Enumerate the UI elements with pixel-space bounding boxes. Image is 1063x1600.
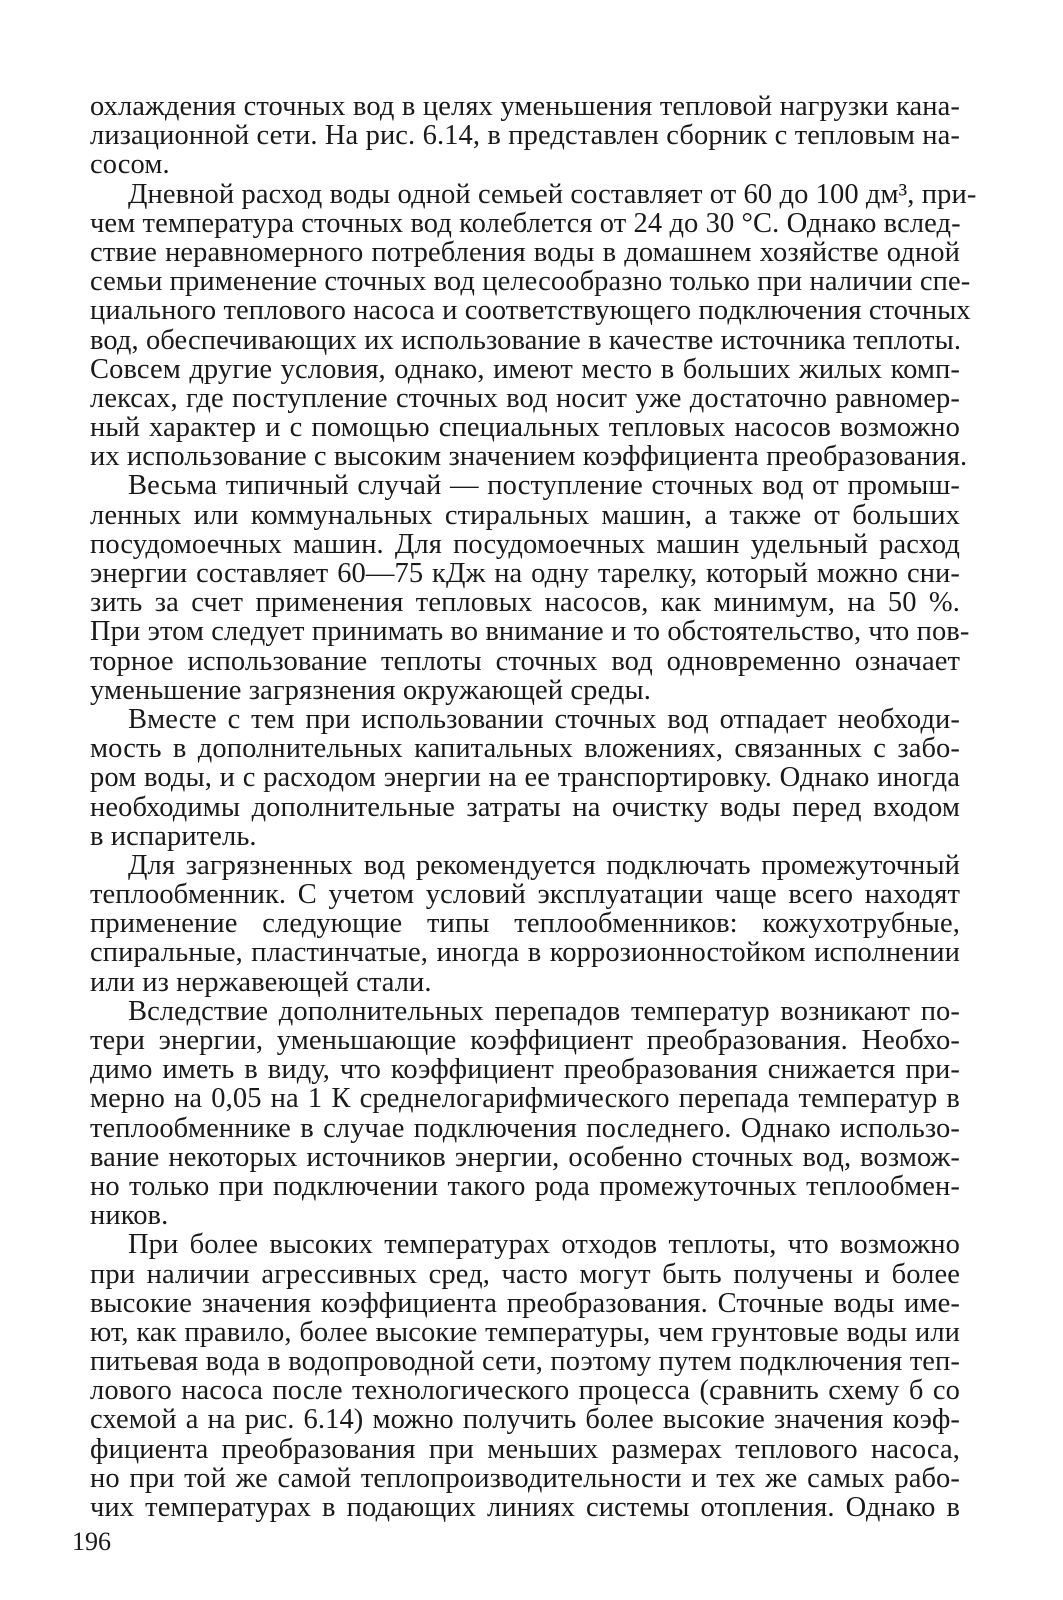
text-line: Вследствие дополнительных перепадов температур возникают по- (128, 995, 960, 1027)
text-line: посудомоечных машин. Для посудомоечных машин удельный расход (90, 528, 960, 560)
text-line: необходимы дополнительные затраты на очистку воды перед входом (90, 791, 960, 823)
page-number: 196 (72, 1527, 111, 1556)
text-line: спиральные, пластинчатые, иногда в коррозионностойком исполнении (90, 937, 960, 969)
text-line: высокие значения коэффициента преобразования. Сточные воды име- (90, 1287, 960, 1319)
text-line: схемой а на рис. 6.14) можно получить более высокие значения коэф- (90, 1404, 960, 1436)
text-line: циального теплового насоса и соответствующего подключения сточных (90, 295, 971, 327)
text-line: Вместе с тем при использовании сточных вод отпадает необходи- (128, 703, 960, 735)
text-line: их использование с высоким значением коэффициента преобразования. (90, 441, 968, 473)
text-line: Совсем другие условия, однако, имеют место в больших жилых комп- (90, 353, 960, 385)
text-line: применение следующие типы теплообменников: кожухотрубные, (90, 908, 960, 940)
text-line: сосом. (90, 149, 170, 181)
paragraph (90, 470, 970, 706)
text-line: ный характер и с помощью специальных тепловых насосов возможно (90, 412, 960, 444)
text-line: димо иметь в виду, что коэффициент преобразования снижается при- (90, 1054, 960, 1086)
text-line: чем температура сточных вод колеблется от 24 до 30 °С. Однако вслед- (90, 207, 961, 239)
text-line: вание некоторых источников энергии, особенно сточных вод, возмож- (90, 1141, 960, 1173)
text-line: фициента преобразования при меньших размерах теплового насоса, (90, 1433, 960, 1465)
text-line: уменьшение загрязнения окружающей среды. (90, 674, 651, 706)
text-line: ром воды, и с расходом энергии на ее транспортировку. Однако иногда (90, 762, 960, 794)
paragraph (90, 92, 960, 180)
text-line: вод, обеспечивающих их использование в качестве источника теплоты. (90, 324, 962, 356)
paragraph (90, 851, 960, 997)
text-line: ют, как правило, более высокие температуры, чем грунтовые воды или (90, 1316, 960, 1348)
text-line: ствие неравномерного потребления воды в домашнем хозяйстве одной (90, 236, 960, 268)
text-line: теплообменнике в случае подключения последнего. Однако использо- (90, 1112, 960, 1144)
text-line: ников. (90, 1200, 169, 1232)
paragraph (90, 997, 960, 1231)
text-line: семьи применение сточных вод целесообразно только при наличии спе- (90, 266, 971, 298)
page-body (90, 91, 977, 1523)
text-line: при наличии агрессивных сред, часто могут быть получены и более (90, 1258, 960, 1290)
text-line: ленных или коммунальных стиральных машин, а также от больших (90, 499, 960, 531)
text-line: зить за счет применения тепловых насосов, как минимум, на 50 %. (90, 587, 960, 619)
text-line: лизационной сети. На рис. 6.14, в представлен сборник с тепловым на- (90, 120, 960, 152)
paragraph (90, 705, 960, 851)
paragraph (90, 178, 977, 473)
text-body (90, 91, 977, 1523)
text-line: энергии составляет 60—75 кДж на одну тарелку, который можно сни- (90, 558, 960, 589)
text-line: охлаждения сточных вод в целях уменьшения тепловой нагрузки кана- (90, 91, 960, 122)
text-line: торное использование теплоты сточных вод одновременно означает (90, 645, 960, 677)
text-line: Дневной расход воды одной семьей составляет от 60 до 100 дм³, при- (128, 178, 977, 210)
text-line: в испаритель. (90, 820, 257, 852)
text-line: но при той же самой теплопроизводительности и тех же самых рабо- (90, 1462, 960, 1494)
text-line: чих температурах в подающих линиях системы отопления. Однако в (90, 1492, 960, 1523)
text-line: теплообменник. С учетом условий эксплуатации чаще всего находят (90, 879, 960, 911)
text-line: тери энергии, уменьшающие коэффициент преобразования. Необхо- (90, 1025, 960, 1056)
text-line: или из нержавеющей стали. (90, 966, 432, 998)
text-line: лового насоса после технологического процесса (сравнить схему б со (90, 1375, 960, 1407)
paragraph (90, 1230, 960, 1522)
text-line: питьевая вода в водопроводной сети, поэтому путем подключения теп- (90, 1346, 960, 1378)
text-line: При этом следует принимать во внимание и то обстоятельство, что пов- (90, 616, 970, 648)
text-line: мерно на 0,05 на 1 К среднелогарифмического перепада температур в (90, 1083, 960, 1115)
text-line: Весьма типичный случай — поступление сточных вод от промыш- (128, 470, 960, 502)
text-line: Для загрязненных вод рекомендуется подключать промежуточный (128, 849, 960, 881)
text-line: лексах, где поступление сточных вод носит уже достаточно равномер- (90, 382, 960, 414)
text-line: но только при подключении такого рода промежуточных теплообмен- (90, 1170, 960, 1202)
text-line: мость в дополнительных капитальных вложениях, связанных с забо- (90, 733, 960, 765)
text-line: При более высоких температурах отходов теплоты, что возможно (128, 1229, 960, 1261)
